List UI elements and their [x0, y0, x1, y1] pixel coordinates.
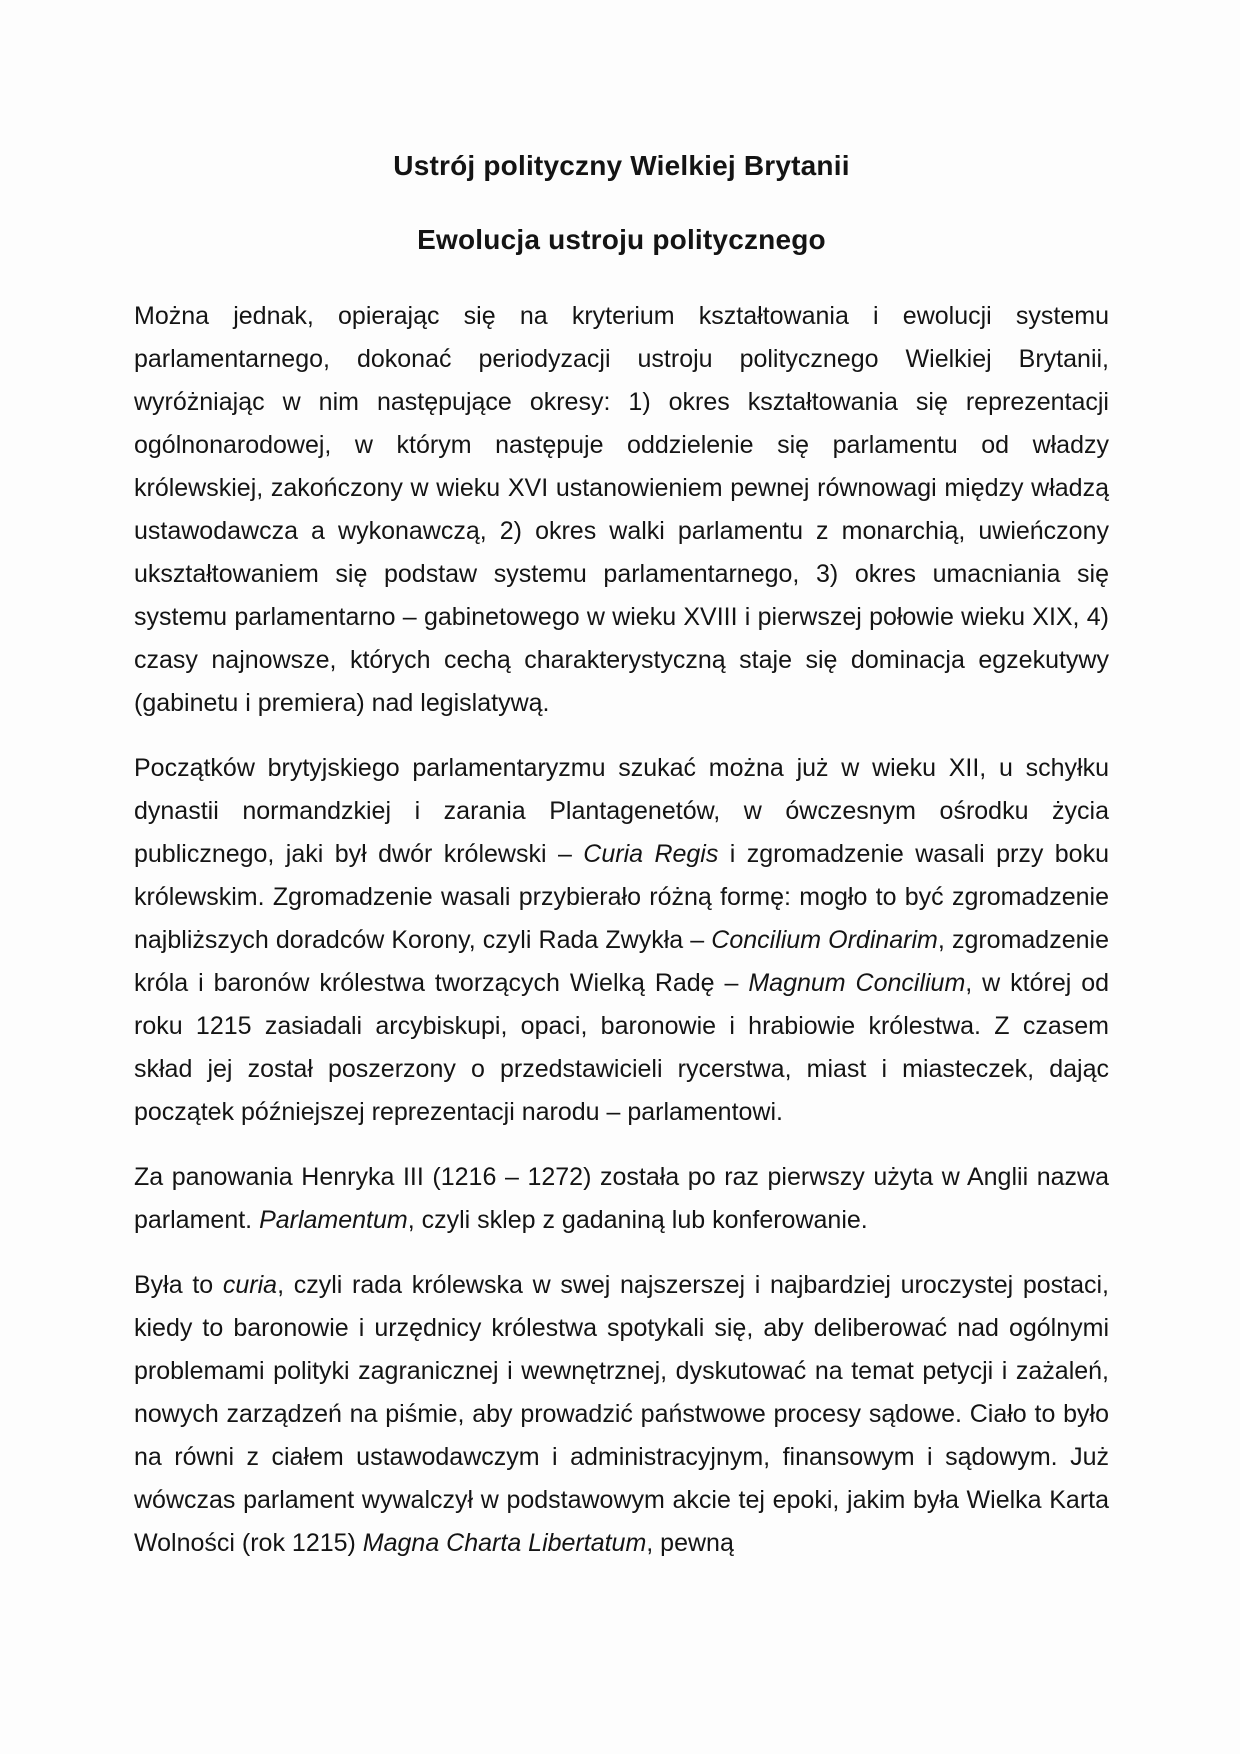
- paragraphs: [134, 295, 1109, 1565]
- text-run: Można jednak, opierając się na kryterium kształtowania i ewolucji systemu parlamentarnego, dokonać periodyzacji ustroju politycznego Wielkiej Brytanii, wyróżniając w nim następujące okresy: 1) okres kształtowania się reprezentacji ogólnonarodowej, w którym następuje oddzielenie się parlamentu od władzy królewskiej, zakończony w wieku XVI ustanowieniem pewnej równowagi między władzą ustawodawcza a wykonawczą, 2) okres walki parlamentu z monarchią, uwieńczony ukształtowaniem się podstaw systemu parlamentarnego, 3) okres umacniania się systemu parlamentarno – gabinetowego w wieku XVIII i pierwszej połowie wieku XIX, 4) czasy najnowsze, których cechą charakterystyczną staje się dominacja egzekutywy (gabinetu i premiera) nad legislatywą.: [134, 302, 1109, 717]
- italic-text-run: Magna Charta Libertatum: [362, 1529, 647, 1557]
- italic-text-run: curia: [222, 1271, 278, 1299]
- text-run: Początków brytyjskiego parlamentaryzmu szukać można już w wieku XII, u schyłku dynastii normandzkiej i zarania Plantagenetów, w ówczesnym ośrodku życia publicznego, jaki był dwór królewski –: [134, 754, 1109, 868]
- paragraph: [134, 1156, 1109, 1242]
- italic-text-run: Concilium Ordinarim: [711, 926, 938, 954]
- text-run: , zgromadzenie króla i baronów królestwa tworzących Wielką Radę –: [134, 926, 1109, 997]
- text-run: , w której od roku 1215 zasiadali arcybiskupi, opaci, baronowie i hrabiowie królestwa. Z czasem skład jej został poszerzony o przedstawicieli rycerstwa, miast i miasteczek, dając początek późniejszej reprezentacji narodu – parlamentowi.: [134, 969, 1110, 1126]
- italic-text-run: Parlamentum: [259, 1206, 408, 1234]
- text-run: i zgromadzenie wasali przy boku królewskim. Zgromadzenie wasali przybierało różną formę: mogło to być zgromadzenie najbliższych doradców Korony, czyli Rada Zwykła –: [134, 840, 1109, 954]
- document-body: [134, 150, 1109, 1587]
- text-run: , czyli sklep z gadaniną lub konferowanie.: [407, 1206, 868, 1234]
- italic-text-run: Magnum Concilium: [748, 969, 966, 997]
- text-run: Za panowania Henryka III (1216 – 1272) została po raz pierwszy użyta w Anglii nazwa parlament.: [134, 1163, 1109, 1234]
- italic-text-run: Curia Regis: [583, 840, 719, 868]
- document-title: Ustrój polityczny Wielkiej Brytanii: [393, 150, 850, 181]
- paragraph: [134, 747, 1109, 1134]
- paragraph: [134, 1264, 1109, 1565]
- document-subtitle: Ewolucja ustroju politycznego: [417, 224, 826, 255]
- text-run: , czyli rada królewska w swej najszerszej i najbardziej uroczystej postaci, kiedy to baronowie i urzędnicy królestwa spotykali się, aby deliberować nad ogólnymi problemami polityki zagranicznej i wewnętrznej, dyskutować na temat petycji i zażaleń, nowych zarządzeń na piśmie, aby prowadzić państwowe procesy sądowe. Ciało to było na równi z ciałem ustawodawczym i administracyjnym, finansowym i sądowym. Już wówczas parlament wywalczył w podstawowym akcie tej epoki, jakim była Wielka Karta Wolności (rok 1215): [134, 1271, 1110, 1557]
- text-run: , pewną: [646, 1529, 734, 1557]
- text-run: Była to: [134, 1271, 223, 1299]
- paragraph: [134, 295, 1109, 725]
